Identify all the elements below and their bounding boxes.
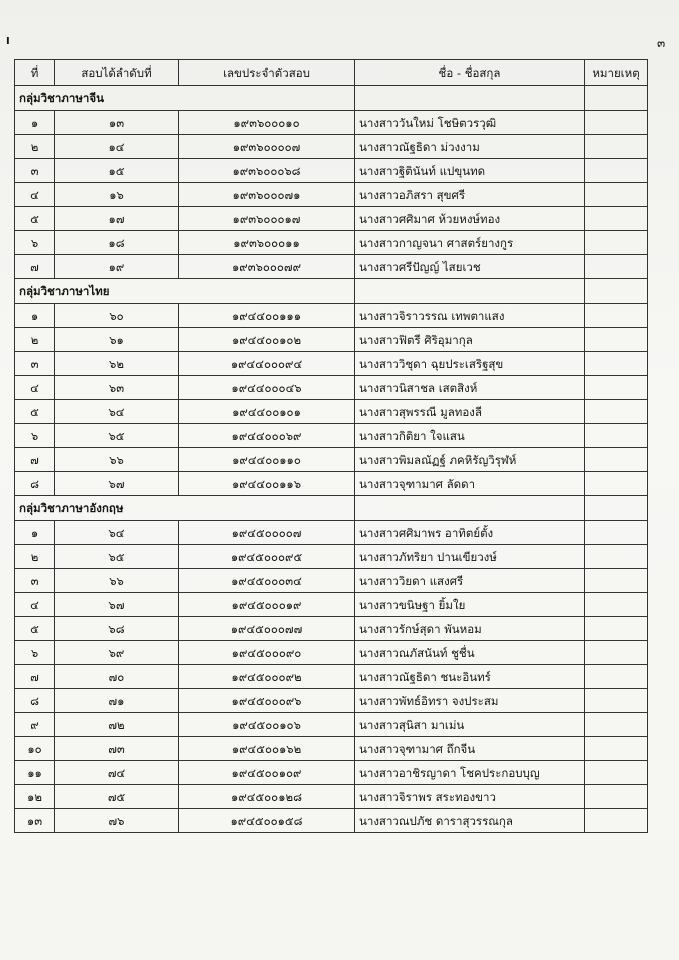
- cell-exam-id: ๑๙๔๔๐๐๐๔๖: [179, 376, 355, 400]
- cell-exam-id: ๑๙๓๖๐๐๐๐๗: [179, 135, 355, 159]
- cell-no: ๒: [15, 328, 55, 352]
- cell-name: นางสาวสุพรรณี มูลทองลี: [355, 400, 585, 424]
- cell-rank: ๖๙: [55, 641, 179, 665]
- cell-note: [585, 207, 648, 231]
- table-row: [15, 689, 648, 713]
- cell-no: ๑: [15, 304, 55, 328]
- cell-note: [585, 641, 648, 665]
- table-row: [15, 737, 648, 761]
- cell-note: [585, 352, 648, 376]
- table-row: [15, 593, 648, 617]
- cell-exam-id: ๑๙๓๖๐๐๐๑๐: [179, 111, 355, 135]
- table-row: [15, 400, 648, 424]
- table-row: [15, 761, 648, 785]
- cell-no: ๘: [15, 472, 55, 496]
- cell-note: [585, 593, 648, 617]
- cell-rank: ๗๓: [55, 737, 179, 761]
- col-header-rank: สอบได้ลำดับที่: [55, 60, 179, 86]
- cell-exam-id: ๑๙๔๕๐๐๐๑๙: [179, 593, 355, 617]
- cell-no: ๗: [15, 448, 55, 472]
- cell-no: ๑๐: [15, 737, 55, 761]
- cell-rank: ๗๐: [55, 665, 179, 689]
- cell-name: นางสาวศรีปัญญ์ ไสยเวช: [355, 255, 585, 279]
- cell-name: นางสาวกาญจนา ศาสตร์ยางกูร: [355, 231, 585, 255]
- table-row: [15, 713, 648, 737]
- cell-exam-id: ๑๙๔๔๐๐๑๑๑: [179, 304, 355, 328]
- table-row: [15, 255, 648, 279]
- results-table: [14, 59, 648, 833]
- cell-note: [585, 111, 648, 135]
- cell-name: นางสาวภัทริยา ปานเขียวงษ์: [355, 545, 585, 569]
- table-row: [15, 617, 648, 641]
- cell-note: [585, 472, 648, 496]
- cell-note: [585, 328, 648, 352]
- cell-rank: ๗๑: [55, 689, 179, 713]
- group-title: กลุ่มวิชาภาษาอังกฤษ: [15, 496, 355, 521]
- margin-mark: I: [6, 36, 10, 47]
- cell-rank: ๖๓: [55, 376, 179, 400]
- cell-note: [585, 400, 648, 424]
- cell-exam-id: ๑๙๔๔๐๐๐๙๔: [179, 352, 355, 376]
- cell-no: ๖: [15, 424, 55, 448]
- header-row: [15, 60, 648, 86]
- cell-rank: ๑๕: [55, 159, 179, 183]
- cell-no: ๒: [15, 135, 55, 159]
- cell-note: [585, 135, 648, 159]
- cell-no: ๑: [15, 521, 55, 545]
- cell-note: [585, 448, 648, 472]
- cell-name: นางสาวรักษ์สุดา พันหอม: [355, 617, 585, 641]
- cell-no: ๔: [15, 593, 55, 617]
- cell-name: นางสาวศศิมาพร อาทิตย์ตั้ง: [355, 521, 585, 545]
- cell-exam-id: ๑๙๔๕๐๐๐๙๕: [179, 545, 355, 569]
- cell-note: [585, 255, 648, 279]
- cell-rank: ๗๒: [55, 713, 179, 737]
- cell-rank: ๖๐: [55, 304, 179, 328]
- cell-exam-id: ๑๙๔๕๐๐๐๙๖: [179, 689, 355, 713]
- cell-name: นางสาววิชุดา ฉุยประเสริฐสุข: [355, 352, 585, 376]
- cell-exam-id: ๑๙๓๖๐๐๐๑๗: [179, 207, 355, 231]
- table-row: [15, 448, 648, 472]
- cell-name: นางสาวฐิตินันท์ แปขุนทด: [355, 159, 585, 183]
- cell-note: [585, 785, 648, 809]
- cell-no: ๔: [15, 376, 55, 400]
- cell-name: นางสาววันใหม่ โชษิตวรวุฒิ: [355, 111, 585, 135]
- cell-rank: ๑๓: [55, 111, 179, 135]
- cell-no: ๑๓: [15, 809, 55, 833]
- cell-no: ๓: [15, 352, 55, 376]
- cell-exam-id: ๑๙๔๕๐๐๑๐๖: [179, 713, 355, 737]
- cell-no: ๓: [15, 569, 55, 593]
- cell-rank: ๑๗: [55, 207, 179, 231]
- group-header-row: [15, 496, 648, 521]
- cell-name: นางสาวจุฑามาศ ถึกจีน: [355, 737, 585, 761]
- cell-name: นางสาวพิมลณัฏฐ์ ภคหิรัญวิรุฬห์: [355, 448, 585, 472]
- cell-no: ๑๑: [15, 761, 55, 785]
- cell-rank: ๖๔: [55, 400, 179, 424]
- cell-rank: ๖๔: [55, 521, 179, 545]
- table-row: [15, 207, 648, 231]
- table-row: [15, 304, 648, 328]
- group-note-cell-empty: [585, 496, 648, 521]
- cell-note: [585, 376, 648, 400]
- table-row: [15, 376, 648, 400]
- cell-rank: ๖๖: [55, 448, 179, 472]
- cell-note: [585, 809, 648, 833]
- cell-note: [585, 713, 648, 737]
- cell-exam-id: ๑๙๔๕๐๐๐๗๗: [179, 617, 355, 641]
- cell-name: นางสาวนิสาชล เสตสิงห์: [355, 376, 585, 400]
- cell-no: ๕: [15, 617, 55, 641]
- cell-rank: ๗๕: [55, 785, 179, 809]
- cell-rank: ๑๘: [55, 231, 179, 255]
- cell-rank: ๖๕: [55, 424, 179, 448]
- col-header-exam-id: เลขประจำตัวสอบ: [179, 60, 355, 86]
- table-row: [15, 665, 648, 689]
- cell-name: นางสาวศศิมาศ ห้วยหงษ์ทอง: [355, 207, 585, 231]
- group-title: กลุ่มวิชาภาษาจีน: [15, 86, 355, 111]
- cell-no: ๗: [15, 665, 55, 689]
- cell-name: นางสาวจุฑามาศ ลัดดา: [355, 472, 585, 496]
- table-row: [15, 183, 648, 207]
- table-row: [15, 785, 648, 809]
- cell-exam-id: ๑๙๔๕๐๐๑๐๙: [179, 761, 355, 785]
- cell-no: ๗: [15, 255, 55, 279]
- cell-exam-id: ๑๙๔๕๐๐๑๒๘: [179, 785, 355, 809]
- table-body: [15, 86, 648, 833]
- cell-rank: ๖๘: [55, 617, 179, 641]
- cell-exam-id: ๑๙๔๕๐๐๐๙๐: [179, 641, 355, 665]
- col-header-note: หมายเหตุ: [585, 60, 648, 86]
- cell-exam-id: ๑๙๔๕๐๐๐๓๔: [179, 569, 355, 593]
- cell-rank: ๗๖: [55, 809, 179, 833]
- cell-exam-id: ๑๙๓๖๐๐๐๑๑: [179, 231, 355, 255]
- cell-no: ๙: [15, 713, 55, 737]
- cell-name: นางสาวขนิษฐา ยิ้มใย: [355, 593, 585, 617]
- cell-rank: ๑๖: [55, 183, 179, 207]
- cell-note: [585, 737, 648, 761]
- cell-note: [585, 689, 648, 713]
- cell-exam-id: ๑๙๓๖๐๐๐๗๑: [179, 183, 355, 207]
- table-row: [15, 809, 648, 833]
- cell-rank: ๑๔: [55, 135, 179, 159]
- cell-rank: ๗๔: [55, 761, 179, 785]
- cell-name: นางสาวจิราพร สระทองขาว: [355, 785, 585, 809]
- cell-note: [585, 183, 648, 207]
- table-row: [15, 545, 648, 569]
- cell-name: นางสาวณัฐธิดา ชนะอินทร์: [355, 665, 585, 689]
- cell-exam-id: ๑๙๔๔๐๐๐๖๙: [179, 424, 355, 448]
- cell-no: ๓: [15, 159, 55, 183]
- cell-name: นางสาวจิราวรรณ เทพตาแสง: [355, 304, 585, 328]
- cell-exam-id: ๑๙๔๕๐๐๐๐๗: [179, 521, 355, 545]
- table-row: [15, 641, 648, 665]
- cell-note: [585, 617, 648, 641]
- cell-note: [585, 231, 648, 255]
- cell-exam-id: ๑๙๓๖๐๐๐๗๙: [179, 255, 355, 279]
- cell-note: [585, 665, 648, 689]
- table-row: [15, 159, 648, 183]
- cell-exam-id: ๑๙๔๔๐๐๑๐๑: [179, 400, 355, 424]
- cell-note: [585, 569, 648, 593]
- cell-name: นางสาวอภิสรา สุขศรี: [355, 183, 585, 207]
- cell-no: ๔: [15, 183, 55, 207]
- group-note-cell-empty: [585, 86, 648, 111]
- cell-exam-id: ๑๙๔๕๐๐๐๙๒: [179, 665, 355, 689]
- cell-rank: ๖๖: [55, 569, 179, 593]
- cell-note: [585, 545, 648, 569]
- cell-note: [585, 304, 648, 328]
- col-header-name: ชื่อ - ชื่อสกุล: [355, 60, 585, 86]
- cell-note: [585, 159, 648, 183]
- group-header-row: [15, 279, 648, 304]
- table-row: [15, 352, 648, 376]
- cell-note: [585, 761, 648, 785]
- table-row: [15, 111, 648, 135]
- cell-exam-id: ๑๙๔๔๐๐๑๑๖: [179, 472, 355, 496]
- cell-exam-id: ๑๙๔๕๐๐๑๕๘: [179, 809, 355, 833]
- cell-name: นางสาววิยดา แสงศรี: [355, 569, 585, 593]
- cell-no: ๕: [15, 400, 55, 424]
- col-header-no: ที่: [15, 60, 55, 86]
- cell-exam-id: ๑๙๔๕๐๐๑๖๒: [179, 737, 355, 761]
- cell-rank: ๖๗: [55, 593, 179, 617]
- cell-name: นางสาวสุนิสา มาเม่น: [355, 713, 585, 737]
- cell-no: ๖: [15, 231, 55, 255]
- table-row: [15, 521, 648, 545]
- cell-name: นางสาวณภัสนันท์ ชูชื่น: [355, 641, 585, 665]
- cell-no: ๘: [15, 689, 55, 713]
- group-header-row: [15, 86, 648, 111]
- group-name-cell-empty: [355, 279, 585, 304]
- cell-no: ๖: [15, 641, 55, 665]
- cell-name: นางสาวอาชิรญาดา โชคประกอบบุญ: [355, 761, 585, 785]
- cell-no: ๑๒: [15, 785, 55, 809]
- cell-note: [585, 424, 648, 448]
- table-row: [15, 135, 648, 159]
- cell-name: นางสาวฟิตรี ศิริอุมากุล: [355, 328, 585, 352]
- cell-rank: ๖๑: [55, 328, 179, 352]
- table-row: [15, 231, 648, 255]
- cell-name: นางสาวพัทธ์อิทรา จงประสม: [355, 689, 585, 713]
- cell-note: [585, 521, 648, 545]
- group-name-cell-empty: [355, 496, 585, 521]
- cell-exam-id: ๑๙๔๔๐๐๑๐๒: [179, 328, 355, 352]
- cell-name: นางสาวณปภัช ดาราสุวรรณกุล: [355, 809, 585, 833]
- page-number: ๓: [657, 36, 666, 50]
- table-row: [15, 424, 648, 448]
- cell-exam-id: ๑๙๔๔๐๐๑๑๐: [179, 448, 355, 472]
- cell-rank: ๖๗: [55, 472, 179, 496]
- cell-name: นางสาวกิติยา ใจแสน: [355, 424, 585, 448]
- cell-rank: ๖๒: [55, 352, 179, 376]
- cell-no: ๒: [15, 545, 55, 569]
- cell-exam-id: ๑๙๓๖๐๐๐๖๘: [179, 159, 355, 183]
- cell-name: นางสาวณัฐธิดา ม่วงงาม: [355, 135, 585, 159]
- table-row: [15, 472, 648, 496]
- cell-no: ๕: [15, 207, 55, 231]
- group-note-cell-empty: [585, 279, 648, 304]
- cell-rank: ๖๕: [55, 545, 179, 569]
- table-row: [15, 328, 648, 352]
- cell-no: ๑: [15, 111, 55, 135]
- table-row: [15, 569, 648, 593]
- group-name-cell-empty: [355, 86, 585, 111]
- group-title: กลุ่มวิชาภาษาไทย: [15, 279, 355, 304]
- cell-rank: ๑๙: [55, 255, 179, 279]
